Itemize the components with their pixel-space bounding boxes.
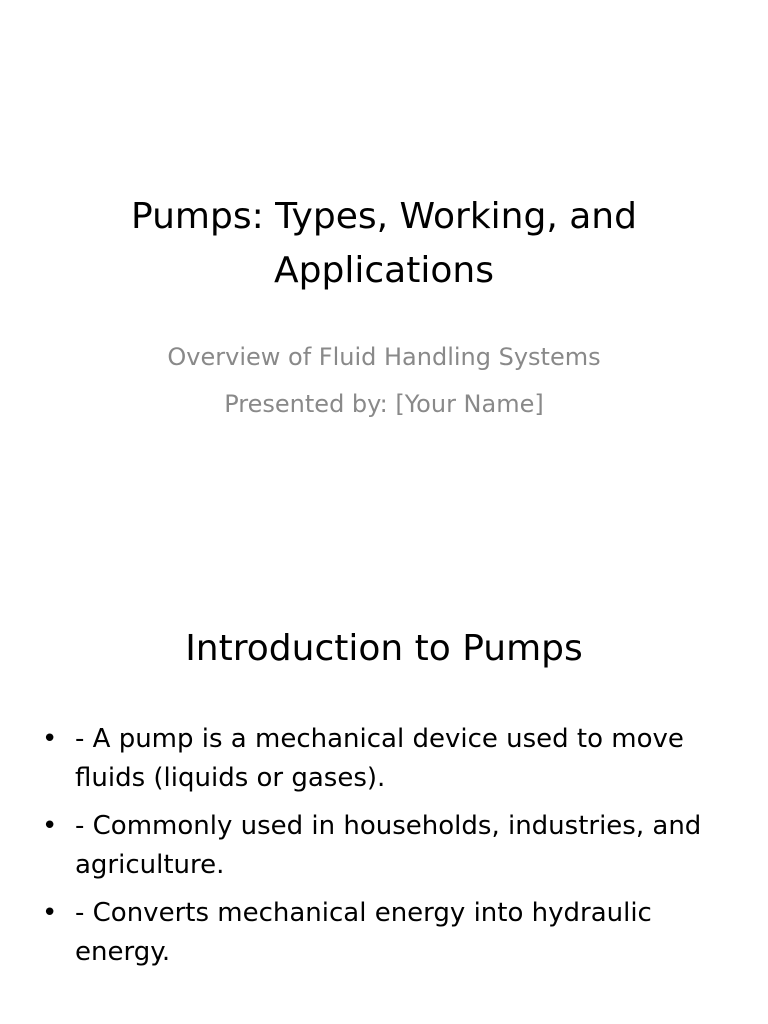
bullet-icon: • bbox=[42, 898, 58, 928]
bullet-item bbox=[40, 807, 720, 885]
bullet-icon: • bbox=[42, 811, 58, 841]
bullet-icon: • bbox=[42, 724, 58, 754]
bullet-text: - Converts mechanical energy into hydraulic energy. bbox=[75, 898, 652, 967]
content-slide bbox=[0, 512, 768, 1024]
subtitle-line-2: Presented by: [Your Name] bbox=[224, 390, 544, 418]
slide-heading: Introduction to Pumps bbox=[185, 628, 583, 669]
title-line-2: Applications bbox=[274, 250, 494, 291]
subtitle-line-1: Overview of Fluid Handling Systems bbox=[167, 343, 601, 371]
slide-title bbox=[40, 190, 728, 298]
bullet-list bbox=[40, 720, 720, 981]
bullet-item bbox=[40, 894, 720, 972]
slide-subtitle bbox=[40, 334, 728, 428]
title-line-1: Pumps: Types, Working, and bbox=[131, 196, 637, 237]
bullet-item bbox=[40, 720, 720, 798]
bullet-text: - A pump is a mechanical device used to move fluids (liquids or gases). bbox=[75, 724, 684, 793]
bullet-text: - Commonly used in households, industries, and agriculture. bbox=[75, 811, 702, 880]
